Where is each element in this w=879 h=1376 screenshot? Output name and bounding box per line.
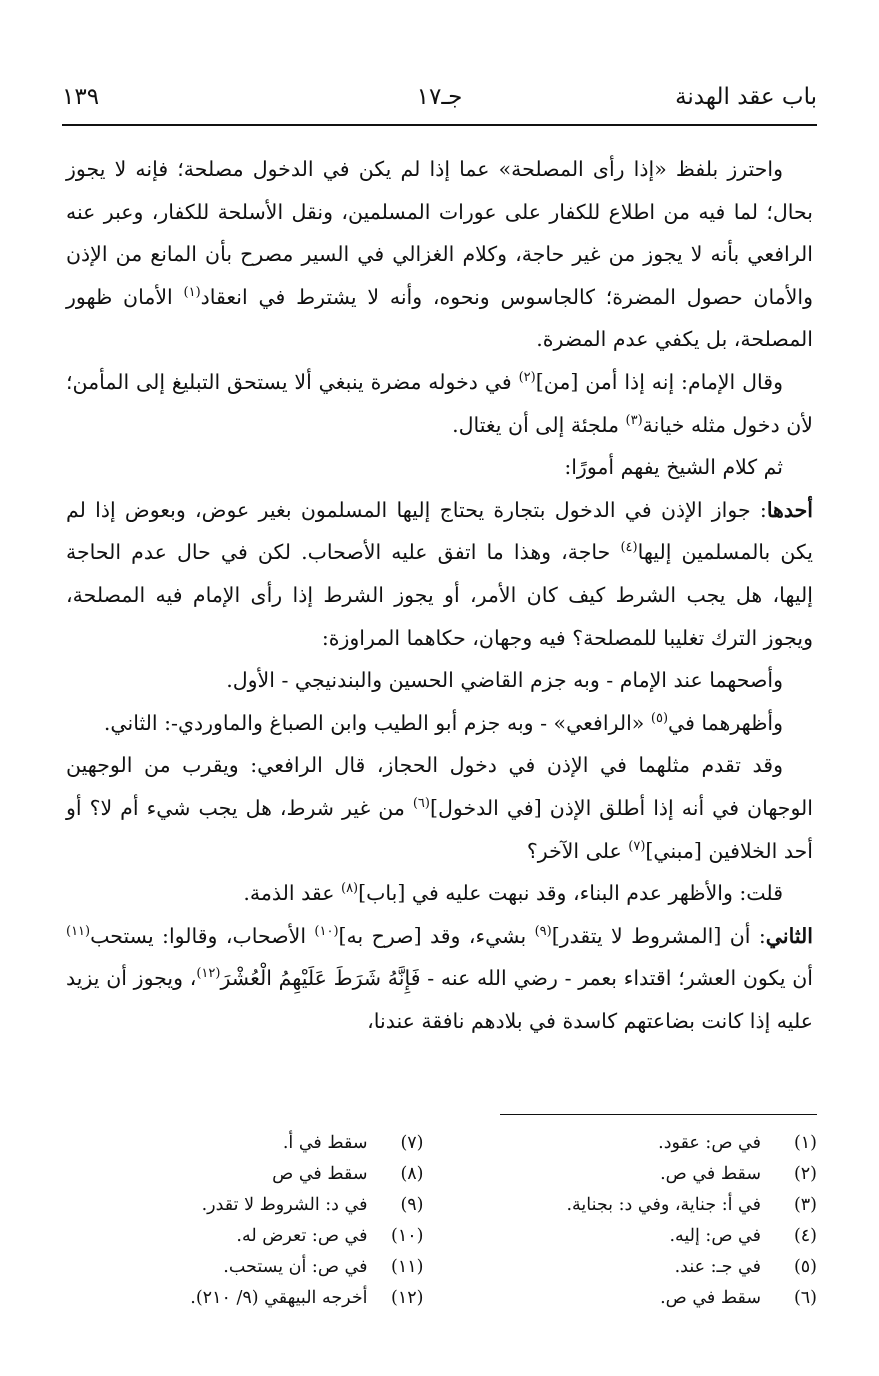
paragraph bbox=[66, 915, 813, 1043]
footnote-number: (١) bbox=[793, 1133, 817, 1153]
footnote-item bbox=[464, 1159, 818, 1190]
chapter-title: باب عقد الهدنة bbox=[675, 84, 817, 110]
footnote-reference: (٧) bbox=[628, 838, 646, 854]
footnote-text: سقط في ص. bbox=[660, 1288, 761, 1308]
footnote-reference: (١١) bbox=[66, 923, 91, 939]
footnote-number: (١٢) bbox=[391, 1288, 424, 1308]
text-run: وأظهرهما في bbox=[668, 710, 783, 735]
footnote-number: (٣) bbox=[793, 1195, 817, 1215]
running-header bbox=[62, 84, 817, 124]
paragraph bbox=[66, 872, 813, 915]
footnote-reference: (١٢) bbox=[196, 966, 221, 982]
footnote-reference: (٤) bbox=[620, 540, 638, 556]
text-run: : جواز الإذن في الدخول بتجارة يحتاج إليها المسلمون بغير عوض، وبعوض إذا لم يكن بالمسلمين إليها bbox=[66, 497, 813, 565]
footnote-item bbox=[464, 1190, 818, 1221]
footnote-text: سقط في أ. bbox=[282, 1133, 368, 1153]
footnote-number: (٥) bbox=[793, 1257, 817, 1277]
footnote-text: في ص: عقود. bbox=[658, 1133, 761, 1153]
footnote-text: سقط في ص. bbox=[660, 1164, 761, 1184]
paragraph bbox=[66, 489, 813, 659]
footnote-reference: (٩) bbox=[534, 923, 552, 939]
footnote-text: أخرجه البيهقي (٩/ ٢١٠). bbox=[190, 1288, 368, 1308]
footnote-text: في د: الشروط لا تقدر. bbox=[201, 1195, 368, 1215]
paragraph bbox=[66, 148, 813, 361]
footnote-item bbox=[70, 1221, 424, 1252]
footnote-item bbox=[70, 1128, 424, 1159]
main-text bbox=[66, 148, 813, 1042]
footnote-reference: (٥) bbox=[650, 710, 669, 726]
volume-label: جـ١٧ bbox=[416, 84, 463, 110]
text-run: واحترز بلفظ «إذا رأى المصلحة» عما إذا لم يكن في الدخول مصلحة؛ فإنه لا يجوز بحال؛ لما فيه من اطلاع للكفار على عورات المسلمين، ونقل الأسلحة للكفار، وعبر عنه الرافعي بأنه لا يجوز من غير حاجة، وكلام الغزالي في السير مصرح بأن المانع من الإذن والأمان حصول المضرة؛ كالجاسوس ونحوه، وأنه لا يشترط في انعقاد bbox=[66, 157, 813, 309]
paragraph bbox=[66, 446, 813, 489]
point-heading: الثاني bbox=[765, 923, 813, 948]
footnote-number: (٩) bbox=[400, 1195, 424, 1215]
page-number: ١٣٩ bbox=[62, 84, 100, 110]
footnote-item bbox=[70, 1283, 424, 1314]
text-run: وقد تقدم مثلهما في الإذن في دخول الحجاز، قال الرافعي: ويقرب من الوجهين الوجهان في أنه إذا أطلق الإذن [في الدخول] bbox=[66, 753, 813, 820]
footnote-text: في أ: جناية، وفي د: بجناية. bbox=[566, 1195, 761, 1215]
footnote-reference: (١) bbox=[183, 284, 201, 300]
text-run: قلت: والأظهر عدم البناء، وقد نبهت عليه في [باب] bbox=[358, 881, 783, 906]
text-run: عقد الذمة. bbox=[243, 881, 341, 906]
footnote-number: (١١) bbox=[391, 1257, 424, 1277]
text-run: الأصحاب، وقالوا: يستحب bbox=[90, 923, 315, 948]
text-run: وأصحهما عند الإمام - وبه جزم القاضي الحسين والبندنيجي - الأول. bbox=[226, 668, 783, 693]
text-run: ، ويجوز أن يزيد عليه إذا كانت بضاعتهم كاسدة في بلادهم نافقة عندنا، bbox=[66, 966, 813, 1033]
footnotes-right-column bbox=[464, 1128, 818, 1314]
text-run: بشيء، وقد [صرح به] bbox=[338, 923, 535, 948]
footnote-text: في ص: إليه. bbox=[669, 1226, 761, 1246]
text-run: حاجة، وهذا ما اتفق عليه الأصحاب. لكن في حال عدم الحاجة إليها، هل يجب الشرط كيف كان الأمر، أو يجوز الشرط إذا رأى الإمام فيه المصلحة، ويجوز الترك تغليبا للمصلحة؟ فيه وجهان، حكاهما المراوزة: bbox=[66, 540, 813, 650]
footnote-number: (٧) bbox=[400, 1133, 424, 1153]
footnote-number: (٦) bbox=[793, 1288, 817, 1308]
footnotes bbox=[70, 1128, 817, 1314]
footnote-item bbox=[70, 1159, 424, 1190]
text-run: الأمان ظهور المصلحة، بل يكفي عدم المضرة. bbox=[66, 284, 813, 352]
text-run: : أن [المشروط لا يتقدر] bbox=[551, 923, 766, 948]
footnote-item bbox=[70, 1252, 424, 1283]
text-run: في دخوله مضرة ينبغي ألا يستحق التبليغ إلى المأمن؛ لأن دخول مثله خيانة bbox=[66, 369, 813, 437]
footnote-number: (٨) bbox=[400, 1164, 424, 1184]
footnote-item bbox=[464, 1221, 818, 1252]
text-run: على الآخر؟ bbox=[526, 838, 629, 863]
text-run: أن يكون العشر؛ اقتداء بعمر - رضي الله عنه - فَإِنَّهُ شَرَطَ عَلَيْهِمُ الْعُشْرَ bbox=[220, 966, 814, 991]
footnote-text: في ص: تعرض له. bbox=[236, 1226, 368, 1246]
footnote-number: (٢) bbox=[793, 1164, 817, 1184]
paragraph bbox=[66, 361, 813, 446]
footnote-reference: (٨) bbox=[340, 881, 359, 897]
footnote-reference: (٦) bbox=[412, 796, 430, 812]
text-run: من غير شرط، هل يجب شيء أم لا؟ أو أحد الخلافين [مبني] bbox=[66, 795, 813, 863]
footnote-item bbox=[464, 1128, 818, 1159]
header-divider bbox=[62, 124, 817, 126]
footnote-reference: (١٠) bbox=[314, 923, 339, 939]
footnote-divider bbox=[500, 1114, 817, 1115]
text-run: ثم كلام الشيخ يفهم أمورًا: bbox=[564, 455, 783, 480]
text-run: وقال الإمام: إنه إذا أمن [من] bbox=[535, 369, 783, 394]
paragraph bbox=[66, 702, 813, 745]
point-heading: أحدها bbox=[766, 497, 813, 522]
text-run: «الرافعي» - وبه جزم أبو الطيب وابن الصباغ والماوردي-: الثاني. bbox=[103, 710, 651, 735]
footnote-text: في جـ: عند. bbox=[674, 1257, 761, 1277]
footnote-item bbox=[464, 1283, 818, 1314]
footnote-reference: (٢) bbox=[518, 370, 536, 386]
footnote-text: سقط في ص bbox=[272, 1164, 368, 1184]
footnote-reference: (٣) bbox=[625, 412, 643, 428]
footnote-item bbox=[464, 1252, 818, 1283]
footnote-number: (٤) bbox=[793, 1226, 817, 1246]
footnote-item bbox=[70, 1190, 424, 1221]
paragraph bbox=[66, 744, 813, 872]
footnotes-left-column bbox=[70, 1128, 424, 1314]
footnote-number: (١٠) bbox=[391, 1226, 424, 1246]
text-run: ملجئة إلى أن يغتال. bbox=[452, 412, 626, 437]
footnote-text: في ص: أن يستحب. bbox=[223, 1257, 368, 1277]
paragraph bbox=[66, 659, 813, 702]
